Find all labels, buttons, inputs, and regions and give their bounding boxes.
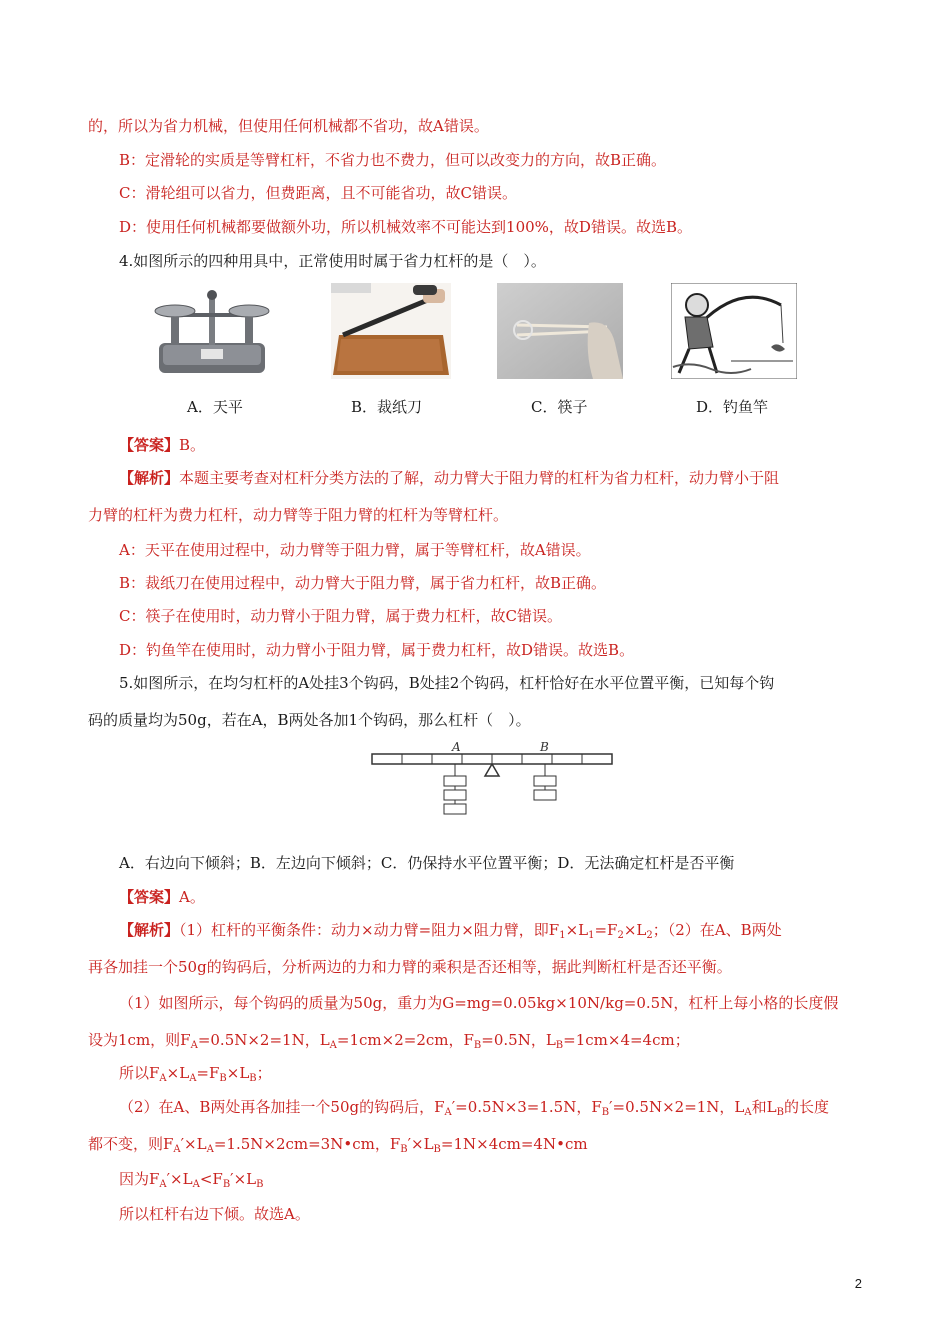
caption-b: B．裁纸刀	[351, 398, 423, 416]
label-b: B	[540, 740, 549, 754]
question-4-stem: 4.如图所示的四种用具中，正常使用时属于省力杠杆的是（ ）。	[119, 252, 546, 270]
caption-d: D．钓鱼竿	[696, 398, 769, 416]
text-line: （1）如图所示，每个钩码的质量为50g，重力为G=mg=0.05kg×10N/kg=0.5N，杠杆上每小格的长度假	[119, 994, 839, 1012]
text-line: 因为$F_A'\times L_A<F_B'\times L_B$	[119, 1170, 264, 1190]
text-line: 力臂的杠杆为费力杠杆，动力臂等于阻力臂的杠杆为等臂杠杆。	[88, 506, 509, 524]
text-line: （2）在A、B两处再各加挂一个50g的钩码后，$F_A'=0.5N\times 3=1.5N$，$F_B'=0.5N\times 2=1N$，$L_A$和$L_B$的长度	[119, 1098, 829, 1118]
answer-value: B。	[179, 436, 206, 454]
label-a: A	[452, 740, 461, 754]
question-5-stem-cont: 码的质量均为50g，若在A，B两处各加1个钩码，那么杠杆（ ）。	[88, 711, 531, 729]
balance-image	[149, 283, 275, 379]
page-number: 2	[854, 1276, 862, 1291]
answer-line	[119, 887, 205, 907]
text-line: 再各加挂一个50g的钩码后，分析两边的力和力臂的乘积是否还相等，据此判断杠杆是否还平衡。	[88, 958, 732, 976]
chopsticks-image	[497, 283, 623, 379]
analysis-text: 本题主要考查对杠杆分类方法的了解，动力臂大于阻力臂的杠杆为省力杠杆，动力臂小于阻	[179, 469, 780, 487]
text-line: 的，所以为省力机械，但使用任何机械都不省功，故A错误。	[88, 117, 489, 135]
analysis-line	[119, 468, 779, 488]
answer-tag: 【答案】	[119, 436, 180, 454]
text-line: 所以$F_A\times L_A=F_B\times L_B$；	[119, 1064, 272, 1084]
text-line: C：筷子在使用时，动力臂小于阻力臂，属于费力杠杆，故C错误。	[119, 607, 562, 625]
lever-diagram	[368, 736, 616, 822]
analysis-line: 【解析】（1）杠杆的平衡条件：动力×动力臂=阻力×阻力臂，即$F_1\times L_1=F_2\times L_2$；（2）在A、B两处	[119, 921, 782, 941]
text-line: B：定滑轮的实质是等臂杠杆，不省力也不费力，但可以改变力的方向，故B正确。	[119, 151, 667, 169]
analysis-tag: 【解析】	[119, 921, 180, 939]
text-line: A：天平在使用过程中，动力臂等于阻力臂，属于等臂杠杆，故A错误。	[119, 541, 591, 559]
caption-a: A．天平	[187, 398, 243, 416]
paper-cutter-image	[328, 283, 454, 379]
caption-c: C．筷子	[531, 398, 588, 416]
text-line: B：裁纸刀在使用过程中，动力臂大于阻力臂，属于省力杠杆，故B正确。	[119, 574, 607, 592]
text-line: C：滑轮组可以省力，但费距离，且不可能省功，故C错误。	[119, 184, 517, 202]
question-5-options: A．右边向下倾斜；B．左边向下倾斜；C．仍保持水平位置平衡；D．无法确定杠杆是否平衡	[119, 854, 735, 872]
text-line: 设为1cm，则$F_A=0.5N\times 2=1N$，$L_A=1cm\times 2=2cm$，$F_B=0.5N$，$L_B=1cm\times 4=4cm$；	[88, 1031, 690, 1051]
analysis-tag: 【解析】	[119, 469, 180, 487]
text-line: 所以杠杆右边下倾。故选A。	[119, 1205, 310, 1223]
answer-tag: 【答案】	[119, 888, 180, 906]
fishing-rod-image	[671, 283, 797, 379]
text-line: D：使用任何机械都要做额外功，所以机械效率不可能达到100%，故D错误。故选B。	[119, 218, 692, 236]
question-5-stem: 5.如图所示，在均匀杠杆的A处挂3个钩码，B处挂2个钩码，杠杆恰好在水平位置平衡，已知每个钩	[119, 674, 775, 692]
text-line: 都不变，则$F_A'\times L_A=1.5N\times 2cm=3N•cm$，$F_B'\times L_B=1N\times 4cm=4N•cm$	[88, 1135, 588, 1155]
answer-value: A。	[179, 888, 205, 906]
answer-line	[119, 435, 205, 455]
text-line: D：钓鱼竿在使用时，动力臂小于阻力臂，属于费力杠杆，故D错误。故选B。	[119, 641, 635, 659]
